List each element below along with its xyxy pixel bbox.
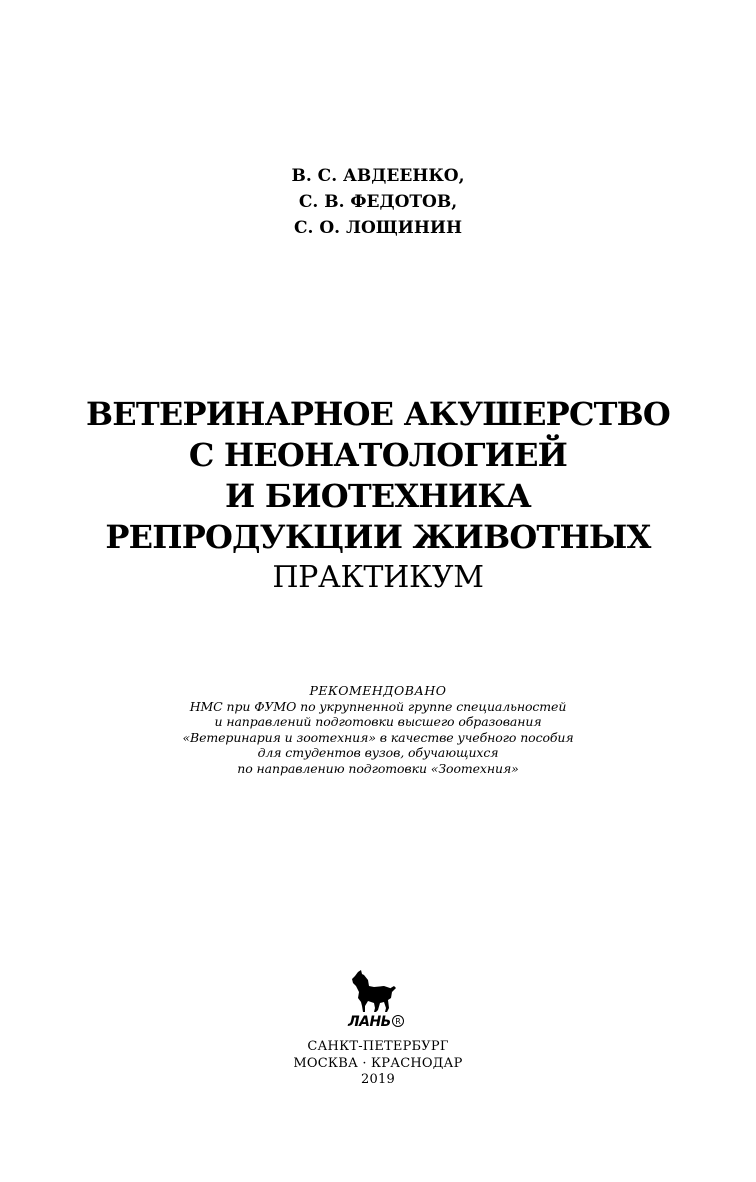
recommendation-line: и направлений подготовки высшего образования: [214, 714, 542, 730]
doe-icon: [344, 968, 410, 1032]
title-line: С НЕОНАТОЛОГИЕЙ: [188, 436, 568, 474]
book-title: [0, 394, 756, 598]
title-line: ВЕТЕРИНАРНОЕ АКУШЕРСТВО: [86, 395, 670, 433]
recommendation-line: НМС при ФУМО по укрупненной группе специальностей: [189, 698, 567, 714]
author-name: В. С. АВДЕЕНКО,: [291, 166, 465, 186]
recommendation-line: по направлению подготовки «Зоотехния»: [237, 760, 519, 776]
author-name: С. В. ФЕДОТОВ,: [298, 192, 458, 212]
authors-block: [0, 163, 756, 241]
recommendation-line: «Ветеринария и зоотехния» в качестве учебного пособия: [182, 729, 574, 745]
recommendation-block: [0, 683, 756, 777]
recommendation-line: для студентов вузов, обучающихся: [257, 745, 499, 761]
imprint-block: [0, 1039, 756, 1089]
recommendation-heading: РЕКОМЕНДОВАНО: [309, 683, 447, 698]
author-name: С. О. ЛОЩИНИН: [293, 218, 463, 238]
logo-wordmark: ЛАНЬ: [348, 1014, 391, 1030]
imprint-city: САНКТ-ПЕТЕРБУРГ: [307, 1039, 449, 1054]
publisher-logo: [344, 968, 410, 1032]
registered-mark: R: [395, 1017, 401, 1026]
title-line: И БИОТЕХНИКА: [225, 477, 531, 515]
title-line: РЕПРОДУКЦИИ ЖИВОТНЫХ: [105, 518, 651, 556]
imprint-year: 2019: [361, 1072, 395, 1087]
imprint-city: МОСКВА · КРАСНОДАР: [293, 1055, 463, 1071]
book-subtitle: ПРАКТИКУМ: [272, 560, 484, 595]
